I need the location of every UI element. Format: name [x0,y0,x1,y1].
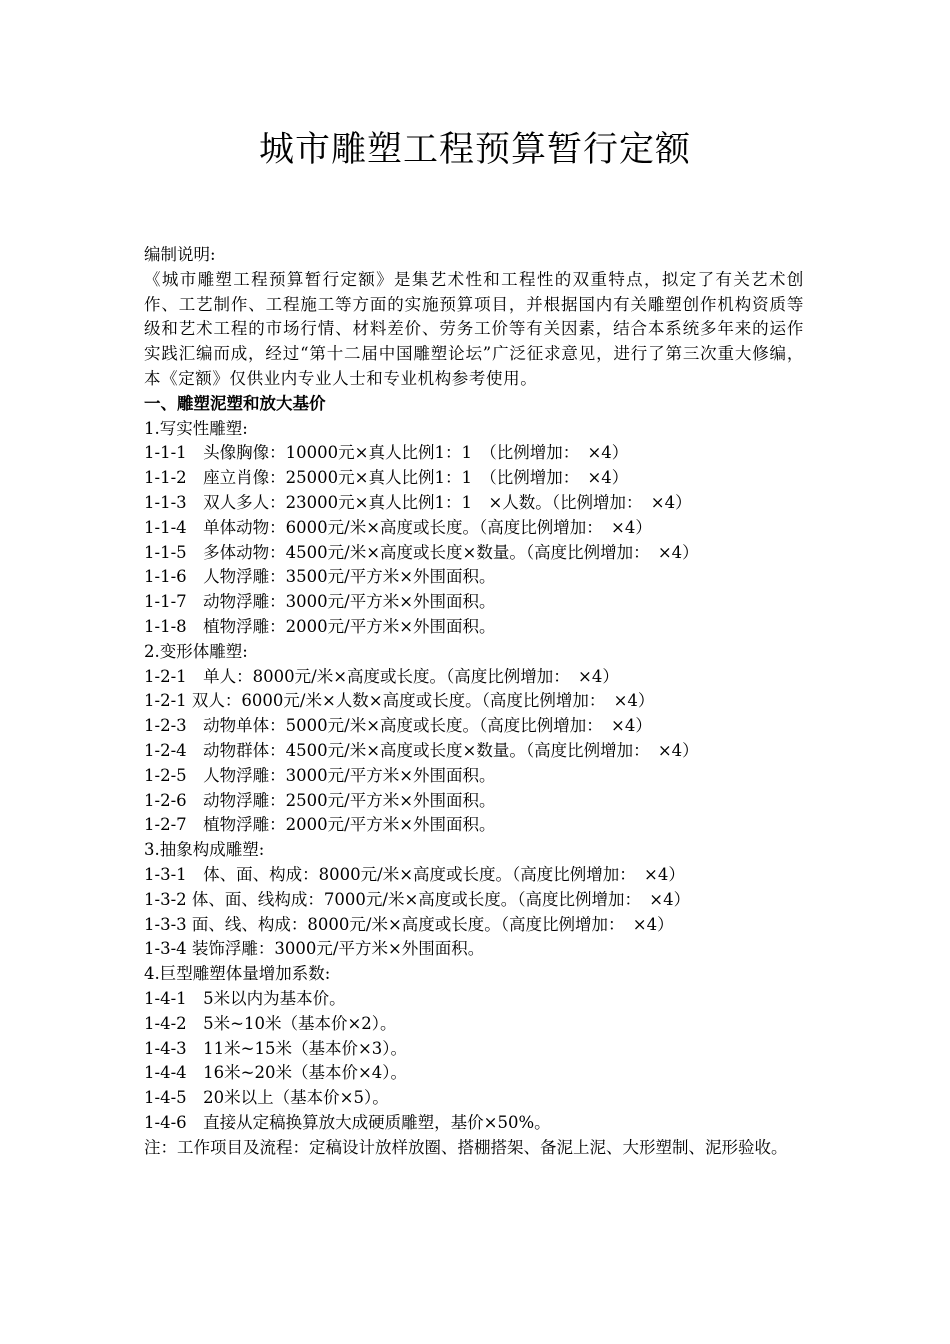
list-item: 1-1-8 植物浮雕：2000元/平方米×外围面积。 [144,616,496,636]
list-item: 1-2-6 动物浮雕：2500元/平方米×外围面积。 [144,790,496,810]
list-item: 1-1-1 头像胸像：10000元×真人比例1：1 （比例增加： ×4） [144,443,629,463]
list-item: 1-4-1 5米以内为基本价。 [144,988,346,1008]
list-item: 1-2-5 人物浮雕：3000元/平方米×外围面积。 [144,765,496,785]
subsection-heading-abstract: 3.抽象构成雕塑: [144,840,265,860]
list-item: 1-2-7 植物浮雕：2000元/平方米×外围面积。 [144,815,496,835]
list-item: 1-3-1 体、面、构成：8000元/米×高度或长度。（高度比例增加： ×4） [144,864,685,884]
list-item: 1-1-6 人物浮雕：3500元/平方米×外围面积。 [144,567,496,587]
list-item: 1-4-4 16米~20米（基本价×4）。 [144,1063,408,1083]
list-item: 1-2-4 动物群体：4500元/米×高度或长度×数量。（高度比例增加： ×4） [144,740,699,760]
list-item: 1-3-4 装饰浮雕：3000元/平方米×外围面积。 [144,939,485,959]
note-paragraph: 注：工作项目及流程：定稿设计放样放圈、搭棚搭架、备泥上泥、大形塑制、泥形验收。 [144,1137,788,1157]
list-item: 1-2-1 单人：8000元/米×高度或长度。（高度比例增加： ×4） [144,666,619,686]
list-item: 1-2-3 动物单体：5000元/米×高度或长度。（高度比例增加： ×4） [144,716,652,736]
list-item: 1-4-3 11米~15米（基本价×3）。 [144,1038,408,1058]
subsection-heading-giant: 4.巨型雕塑体量增加系数: [144,964,331,984]
document-title: 城市雕塑工程预算暂行定额 [258,130,691,170]
list-item: 1-4-2 5米~10米（基本价×2）。 [144,1013,397,1033]
subsection-heading-deformed: 2.变形体雕塑: [144,641,248,661]
list-item: 1-2-1 双人：6000元/米×人数×高度或长度。（高度比例增加： ×4） [144,691,655,711]
list-item: 1-1-4 单体动物：6000元/米×高度或长度。（高度比例增加： ×4） [144,517,652,537]
section-heading: 一、雕塑泥塑和放大基价 [144,393,326,413]
list-item: 1-1-5 多体动物：4500元/米×高度或长度×数量。（高度比例增加： ×4） [144,542,699,562]
list-item: 1-4-6 直接从定稿换算放大成硬质雕塑，基价×50%。 [144,1112,551,1132]
list-item: 1-4-5 20米以上（基本价×5）。 [144,1088,389,1108]
preface-paragraph: 《城市雕塑工程预算暂行定额》是集艺术性和工程性的双重特点，拟定了有关艺术创作、工艺制作、工程施工等方面的实施预算项目，并根据国内有关雕塑创作机构资质等级和艺术工程的市场行情、材料差价、劳务工价等有关因素，结合本系统多年来的运作实践汇编而成，经过“第十二届中国雕塑论坛”广泛征求意见，进行了第三次重大修编，本《定额》仅供业内专业人士和专业机构参考使用。 [144,269,804,388]
list-item: 1-3-2 体、面、线构成：7000元/米×高度或长度。（高度比例增加： ×4） [144,889,691,909]
subsection-heading-realistic: 1.写实性雕塑: [144,418,248,438]
preface-heading: 编制说明: [144,245,216,264]
list-item: 1-1-3 双人多人：23000元×真人比例1：1 ×人数。（比例增加： ×4） [144,492,692,512]
list-item: 1-1-7 动物浮雕：3000元/平方米×外围面积。 [144,592,496,612]
document-body [144,243,804,1160]
list-item: 1-3-3 面、线、构成：8000元/米×高度或长度。（高度比例增加： ×4） [144,914,674,934]
list-item: 1-1-2 座立肖像：25000元×真人比例1：1 （比例增加： ×4） [144,468,629,488]
